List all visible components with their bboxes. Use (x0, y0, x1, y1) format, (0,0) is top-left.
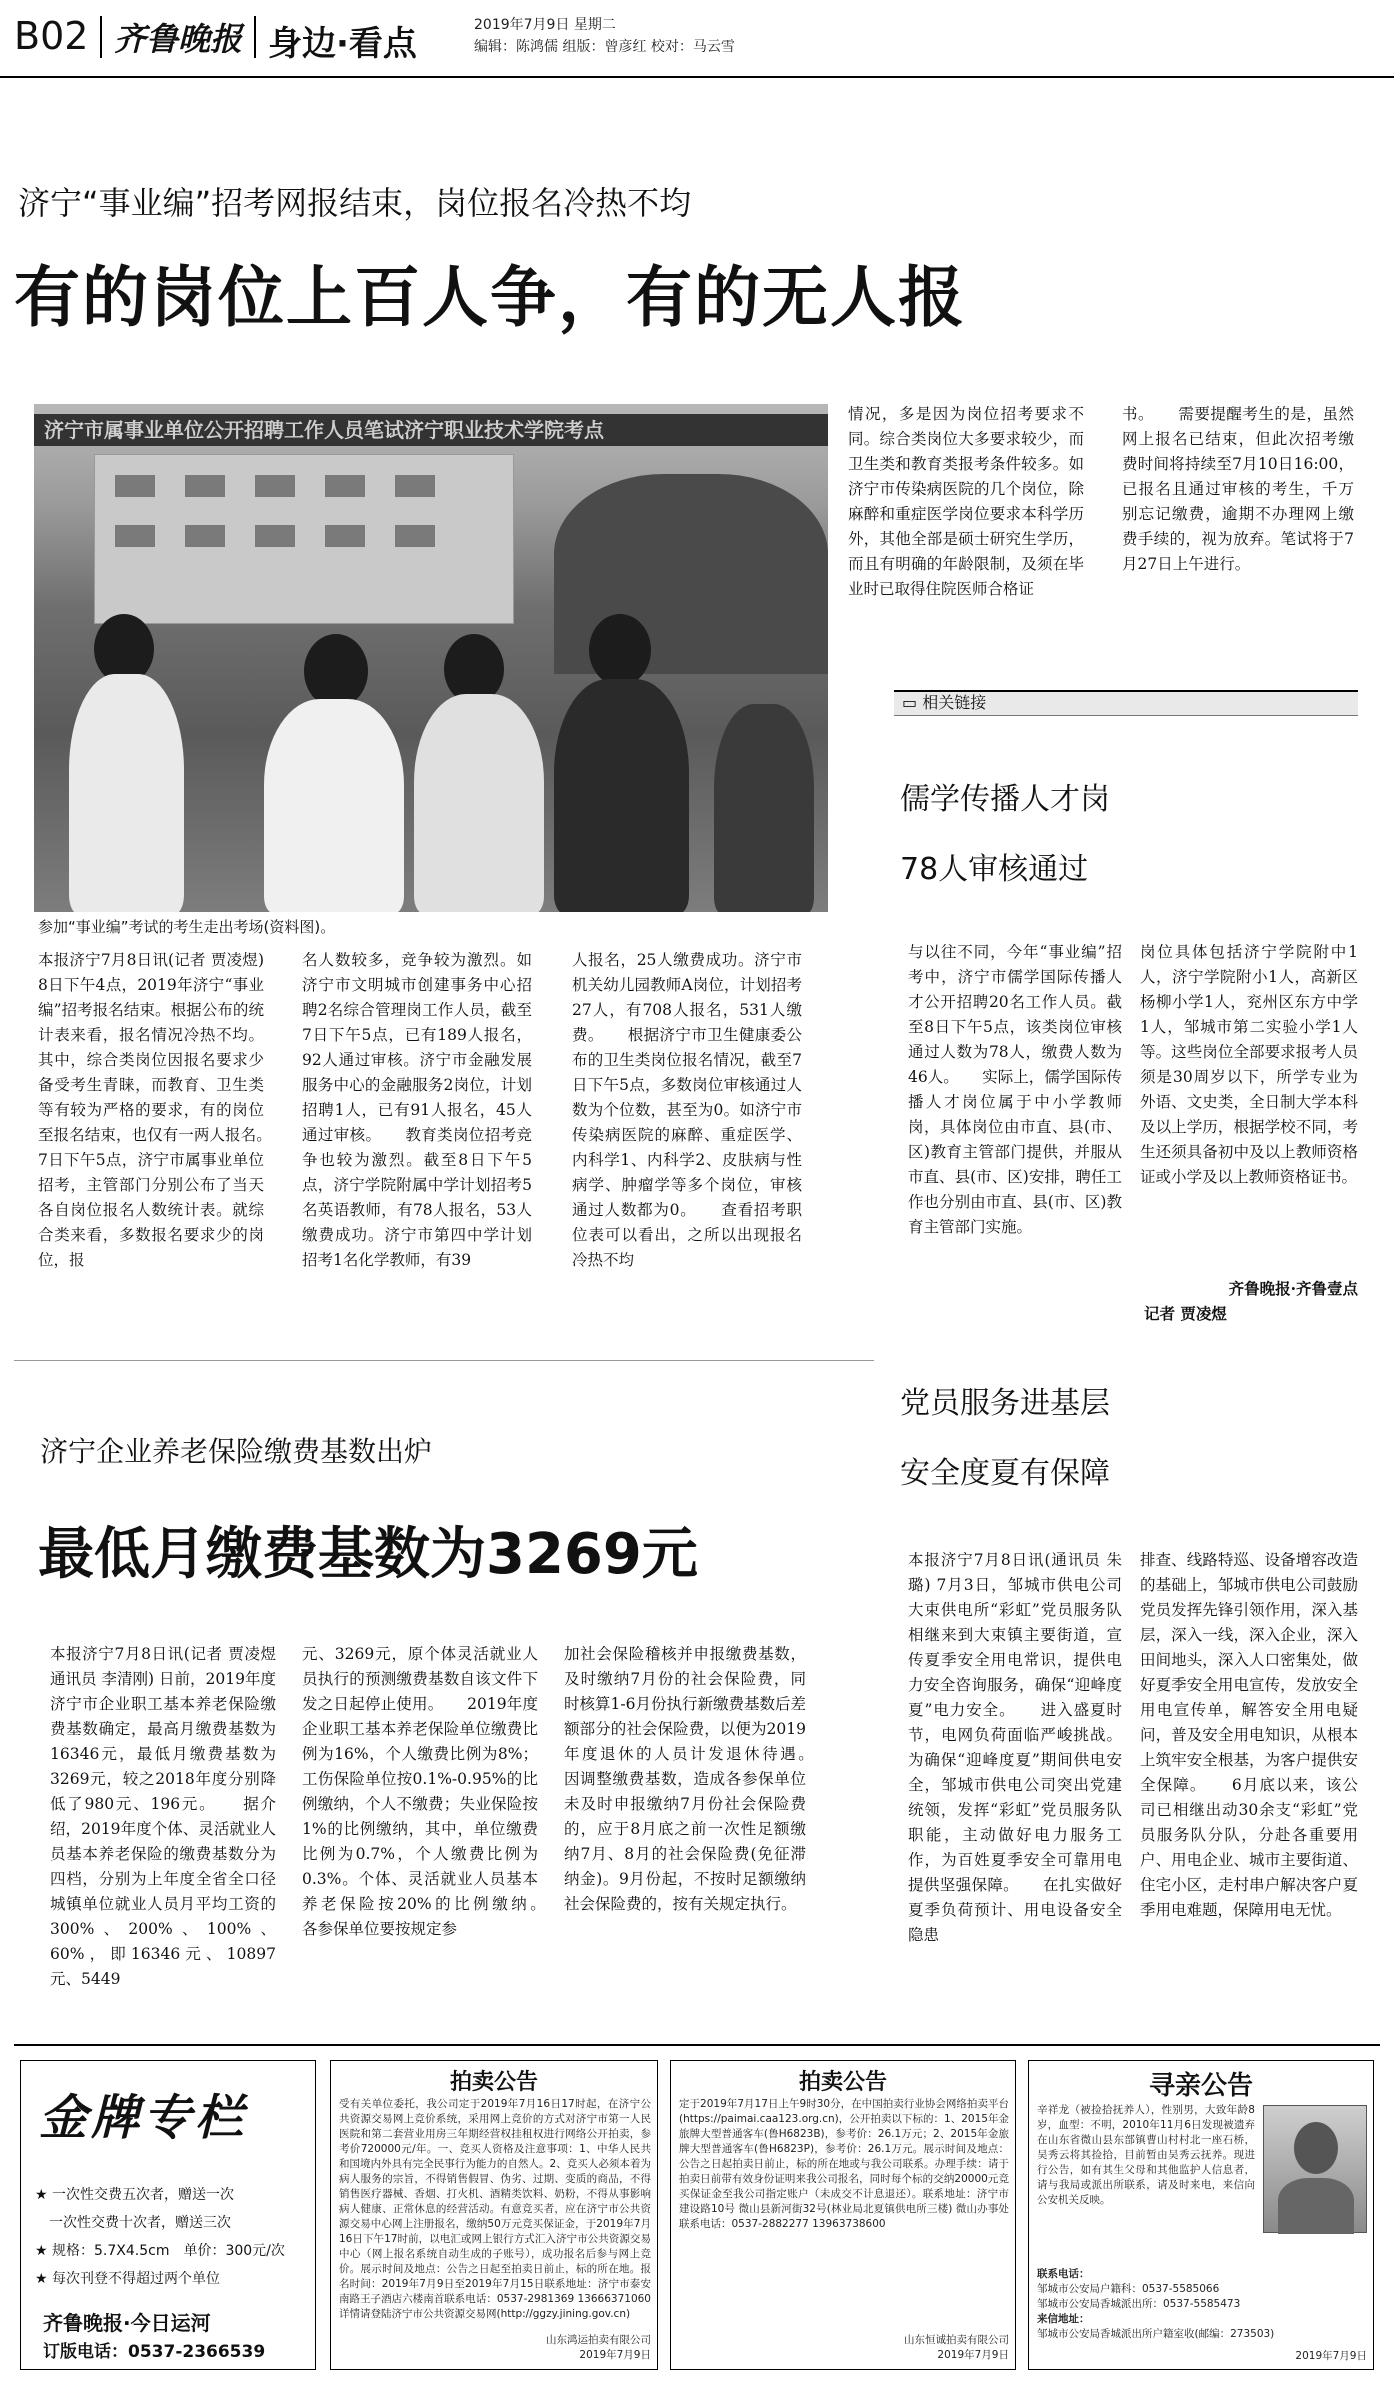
ad4-contact-line: 来信地址： (1037, 2313, 1090, 2325)
photo-person (714, 704, 814, 912)
related-link-bar (894, 690, 1358, 716)
ad3-title: 拍卖公告 (798, 2070, 887, 2095)
article1-col4 (848, 402, 1084, 642)
article1-col1-text: 本报济宁7月8日讯(记者 贾凌煜) 8日下午4点，2019年济宁“事业编”招考报名结束。根据公布的统计表来看，报名情况冷热不均。其中，综合类岗位因报名要求少备受考生青睐，而教育、卫生类等有较为严格的要求，有的岗位至报名结束，也仅有一两人报名。 7日下午5点，济宁市属事业单位招考，主管部门分别公布了当天各自岗位报名人数统计表。就综合类来看，多数报名要求少的岗位，报 (38, 951, 296, 1269)
ad1-title: 金牌专栏 (39, 2090, 248, 2146)
ad3-signature-company: 山东恒诚拍卖有限公司 (904, 2334, 1009, 2346)
ad4-contact-line: 邹城市公安局香城派出所户籍室收(邮编：273503) (1037, 2328, 1275, 2340)
related-col1-text: 与以往不同，今年“事业编”招考中，济宁市儒学国际传播人才公开招聘20名工作人员。截至8日下午5点，该类岗位审核通过人数为78人，缴费人数为46人。 实际上，儒学国际传播人才岗位属于中小学教师岗，具体岗位由市直、县(市、区)教育主管部门提供，并服从市直、县(市、区)安排，聘任工作也分别由市直、县(市、区)教育主管部门实施。 (908, 943, 1122, 1236)
photo-person (69, 674, 184, 912)
photo-person (414, 694, 544, 912)
related-title-2: 78人审核通过 (900, 852, 1089, 887)
article2-kicker: 济宁企业养老保险缴费基数出炉 (40, 1435, 433, 1468)
article2-col2 (302, 1642, 570, 2022)
ad1-line: ★ 一次性交费五次者，赠送一次 (35, 2187, 235, 2203)
ad-auction-2 (670, 2060, 1016, 2370)
photo-person (589, 614, 651, 686)
related-label: 相关链接 (922, 693, 987, 712)
related-col2 (1140, 940, 1358, 1260)
newspaper-name: 齐鲁晚报 (114, 20, 243, 58)
related-icon: ▭ (902, 693, 918, 712)
ad3-signature (679, 2333, 1009, 2363)
article1-col1 (38, 948, 296, 1348)
section-title: 身边·看点 (268, 24, 417, 64)
photo-face (1294, 2122, 1338, 2174)
page-number: B02 (14, 14, 89, 58)
ad1-lines (35, 2181, 311, 2293)
ad-golden-column (20, 2060, 316, 2370)
article2-col2-text: 元、3269元，原个体灵活就业人员执行的预测缴费基数自该文件下发之日起停止使用。 2019年度企业职工基本养老保险单位缴费比例为16%，个人缴费比例为8%；工伤保险单位按0.1%-0.95%的比例缴纳，个人不缴费；失业保险按1%的比例缴纳，其中，单位缴费比例为0.7%，个人缴费比例为0.3%。个体、灵活就业人员基本养老保险按20%的比例缴纳。 各参保单位要按规定参 (302, 1645, 570, 1938)
article1-col4-text: 情况，多是因为岗位招考要求不同。综合类岗位大多要求较少，而卫生类和教育类报考条件较多。如济宁市传染病医院的几个岗位，除麻醉和重症医学岗位要求本科学历外，其他全部是硕士研究生学历，而且有明确的年龄限制，及须在毕业时已取得住院医师合格证 (848, 405, 1084, 598)
article2-headline: 最低月缴费基数为3269元 (38, 1522, 698, 1587)
ad4-date: 2019年7月9日 (1295, 2350, 1367, 2362)
page-header (0, 0, 1394, 78)
photo-person (554, 679, 689, 912)
ad2-title: 拍卖公告 (449, 2070, 538, 2095)
article3-title-1: 党员服务进基层 (900, 1386, 1110, 1421)
ad-missing-person (1028, 2060, 1374, 2370)
ad3-signature-date: 2019年7月9日 (937, 2349, 1009, 2361)
header-editors: 编辑：陈鸿儒 组版：曾彦红 校对：马云雪 (474, 39, 735, 55)
ad1-footer-2: 订版电话：0537-2366539 (43, 2342, 266, 2362)
article3-col2-text: 排查、线路特巡、设备增容改造的基础上，邹城市供电公司鼓励党员发挥先锋引领作用，深入基层，深入一线，深入企业，深入田间地头，深入人口密集处，做好夏季安全用电宣传，发放安全用电宣传单，解答安全用电疑问，普及安全用电知识，从根本上筑牢安全根基，为客户提供安全保障。 6月底以来，该公司已相继出动30余支“彩虹”党员服务队分队，分赴各重要用户、用电企业、城市主要街道、住宅小区，走村串户解决客户夏季用电难题，保障用电无忧。 (1140, 1551, 1358, 1919)
article2-col1 (50, 1642, 276, 2022)
ad2-signature-company: 山东鸿运拍卖有限公司 (546, 2334, 651, 2346)
article1-col2-text: 名人数较多，竞争较为激烈。如济宁市文明城市创建事务中心招聘2名综合管理岗工作人员，截至7日下午5点，已有189人报名，92人通过审核。济宁市金融发展服务中心的金融服务2岗位，计划招聘1人，已有91人报名，45人通过审核。 教育类岗位招考竞争也较为激烈。截至8日下午5点，济宁学院附属中学计划招考5名英语教师，有78人报名，53人缴费成功。济宁市第四中学计划招考1名化学教师，有39 (302, 951, 532, 1269)
article2-col3 (564, 1642, 838, 2022)
article1-col5 (1122, 402, 1354, 642)
photo-person (304, 634, 368, 708)
ad4-contacts (1037, 2267, 1367, 2342)
ad4-photo (1263, 2105, 1367, 2233)
related-byline (1140, 1276, 1358, 1326)
ad4-contact-line: 邹城市公安局香城派出所：0537-5585473 (1037, 2298, 1241, 2310)
ad1-line: ★ 每次刊登不得超过两个单位 (35, 2271, 221, 2287)
article1-photo (34, 404, 828, 912)
article3-col1 (908, 1548, 1122, 2028)
article1-caption: 参加“事业编”考试的考生走出考场(资料图)。 (38, 918, 336, 936)
article3-col2 (1140, 1548, 1358, 2028)
ad2-signature (339, 2333, 651, 2363)
photo-banner: 济宁市属事业单位公开招聘工作人员笔试济宁职业技术学院考点 (34, 414, 828, 446)
article3-col1-text: 本报济宁7月8日讯(通讯员 朱璐) 7月3日，邹城市供电公司大束供电所“彩虹”党员服务队相继来到大束镇主要街道，宣传夏季安全用电常识，提供电力安全咨询服务，确保“迎峰度夏”电力安全。 进入盛夏时节，电网负荷面临严峻挑战。为确保“迎峰度夏”期间供电安全，邹城市供电公司突出党建统领，发挥“彩虹”党员服务队职能，主动做好电力服务工作，为百姓夏季安全可靠用电提供坚强保障。 在扎实做好夏季负荷预计、用电设备安全隐患 (908, 1551, 1122, 1944)
article2-col3-text: 加社会保险稽核并申报缴费基数，及时缴纳7月份的社会保险费，同时核算1-6月份执行新缴费基数后差额部分的社会保险费，以便为2019年度退休的人员计发退休待遇。 因调整缴费基数，造成各参保单位未及时申报缴纳7月份社会保险费的，应于8月底之前一次性足额缴纳7月、8月的社会保险费(免征滞纳金)。9月份起，不按时足额缴纳社会保险费的，按有关规定执行。 (564, 1645, 838, 1913)
article3-title-2: 安全度夏有保障 (900, 1456, 1110, 1491)
related-byline-2: 记者 贾凌煜 (1144, 1304, 1227, 1323)
ad4-title: 寻亲公告 (1148, 2071, 1253, 2101)
ads-divider (14, 2044, 1380, 2046)
section-divider (14, 1360, 874, 1361)
ad-auction-1 (330, 2060, 658, 2370)
header-date: 2019年7月9日 星期二 (474, 17, 616, 33)
header-divider (254, 16, 256, 58)
ad2-body: 受有关单位委托，我公司定于2019年7月16日17时起，在济宁公共资源交易网上竞价系统，采用网上竞价的方式对济宁市第一人民医院和第二套营业用房三年期经营权挂租权进行网络公开拍卖，参考价720000元/年。一、竞买人资格及注意事项：1、中华人民共和国境内外具有完全民事行为能力的自然人。2、竞买人必须本着为病人服务的宗旨，不得销售假冒、伪劣、过期、变质的商品，不得销售医疗器械、香烟、打火机、酒精类饮料、奶粉，不得从事影响病人健康、正常休息的经营活动。有意竞买者，应在济宁市公共资源交易中心网上注册报名，缴纳50万元竞买保证金，于2019年7月16日下午17时前，以电汇或网上银行方式汇入济宁市公共资源交易中心（网上报名系统自动生成的子账号），成功报名后参与网上竞价。展示时间及地点：公告之日起至拍卖日前止，标的所在地。报名时间：2019年7月9日至2019年7月15日联系地址：济宁市泰安南路王子酒店六楼南首联系电话：0537-2981369 13666371060详情请登陆济宁市公共资源交易网(http://ggzy.jining.gov.cn) (339, 2098, 651, 2320)
ad4-contact-line: 邹城市公安局户籍科：0537-5585066 (1037, 2283, 1220, 2295)
article1-col3 (572, 948, 802, 1348)
ad2-signature-date: 2019年7月9日 (579, 2349, 651, 2361)
header-divider (100, 16, 102, 58)
article1-headline: 有的岗位上百人争，有的无人报 (14, 259, 966, 336)
article1-kicker: 济宁“事业编”招考网报结束，岗位报名冷热不均 (18, 184, 692, 222)
related-byline-1: 齐鲁晚报·齐鲁壹点 (1228, 1279, 1358, 1298)
ad1-line: 一次性交费十次者，赠送三次 (35, 2215, 231, 2231)
photo-person (264, 699, 404, 912)
related-col1 (908, 940, 1122, 1320)
ad3-body: 定于2019年7月17日上午9时30分，在中国拍卖行业协会网络拍卖平台(https://paimai.caa123.org.cn)，公开拍卖以下标的：1、2015年金旅牌大型普通客车(鲁H6823B)，参考价：26.1万元；2、2015年金旅牌大型普通客车(鲁H6823P)，参考价：26.1万元。展示时间及地点：公告之日起拍卖日前止，标的所在地或与我公司联系。办理手续：请于拍卖日前带有效身份证明来我公司报名，同时每个标的交纳20000元竞买保证金至我公司指定账户（未成交不计息退还）。联系地址：济宁市建设路10号 微山县新河街32号(林业局北夏镇供电所三楼) 微山办事处联系电话：0537-2882277 13963738600 (679, 2098, 1009, 2230)
ad1-line: ★ 规格：5.7X4.5cm 单价：300元/次 (35, 2243, 285, 2259)
photo-building (94, 454, 514, 624)
article1-col2 (302, 948, 532, 1348)
ad4-body: 辛祥龙（被捡拾抚养人），性别男，大致年龄8岁，血型：不明，2010年11月6日发现被遗弃在山东省微山县东部镇曹山村村北一座石桥，吴秀云将其捡拾，目前暂由吴秀云抚养。现进行公告，如有其生父母和其他监护人信息者，请与我局或派出所联系，请及时来电，来信向公安机关反映。 (1037, 2104, 1255, 2206)
article1-col3-text: 人报名，25人缴费成功。济宁市机关幼儿园教师A岗位，计划招考27人，有708人报名，531人缴费。 根据济宁市卫生健康委公布的卫生类岗位报名情况，截至7日下午5点，多数岗位审核通过人数为个位数，甚至为0。如济宁市传染病医院的麻醉、重症医学、内科学1、内科学2、皮肤病与性病学、肿瘤学等多个岗位，审核通过人数都为0。 查看招考职位表可以看出，之所以出现报名冷热不均 (572, 951, 802, 1269)
ad4-contact-title: 联系电话： (1037, 2268, 1090, 2280)
photo-shoulders (1278, 2178, 1354, 2234)
related-col2-text: 岗位具体包括济宁学院附中1人，济宁学院附小1人，高新区杨柳小学1人，兖州区东方中学1人，邹城市第二实验小学1人等。这些岗位全部要求报考人员须是30周岁以下，所学专业为外语、文史类，全日制大学本科及以上学历，根据学校不同，考生还须具备初中及以上教师资格证或小学及以上教师资格证书。 (1140, 943, 1358, 1186)
article2-col1-text: 本报济宁7月8日讯(记者 贾凌煜 通讯员 李清刚) 日前，2019年度济宁市企业职工基本养老保险缴费基数确定，最高月缴费基数为16346元，最低月缴费基数为3269元，较之2018年度分别降低了980元、196元。 据介绍，2019年度个体、灵活就业人员基本养老保险的缴费基数分为四档，分别为上年度全省全口径城镇单位就业人员月平均工资的300%、200%、100%、60%，即16346元、10897元、5449 (50, 1645, 276, 1988)
related-title-1: 儒学传播人才岗 (900, 782, 1110, 817)
header-meta (474, 14, 735, 58)
ad1-footer-1: 齐鲁晚报·今日运河 (43, 2311, 211, 2335)
article1-col5-text: 书。 需要提醒考生的是，虽然网上报名已结束，但此次招考缴费时间将持续至7月10日16:00，已报名且通过审核的考生，千万别忘记缴费，逾期不办理网上缴费手续的，视为放弃。笔试将于7月27日上午进行。 (1122, 405, 1354, 573)
